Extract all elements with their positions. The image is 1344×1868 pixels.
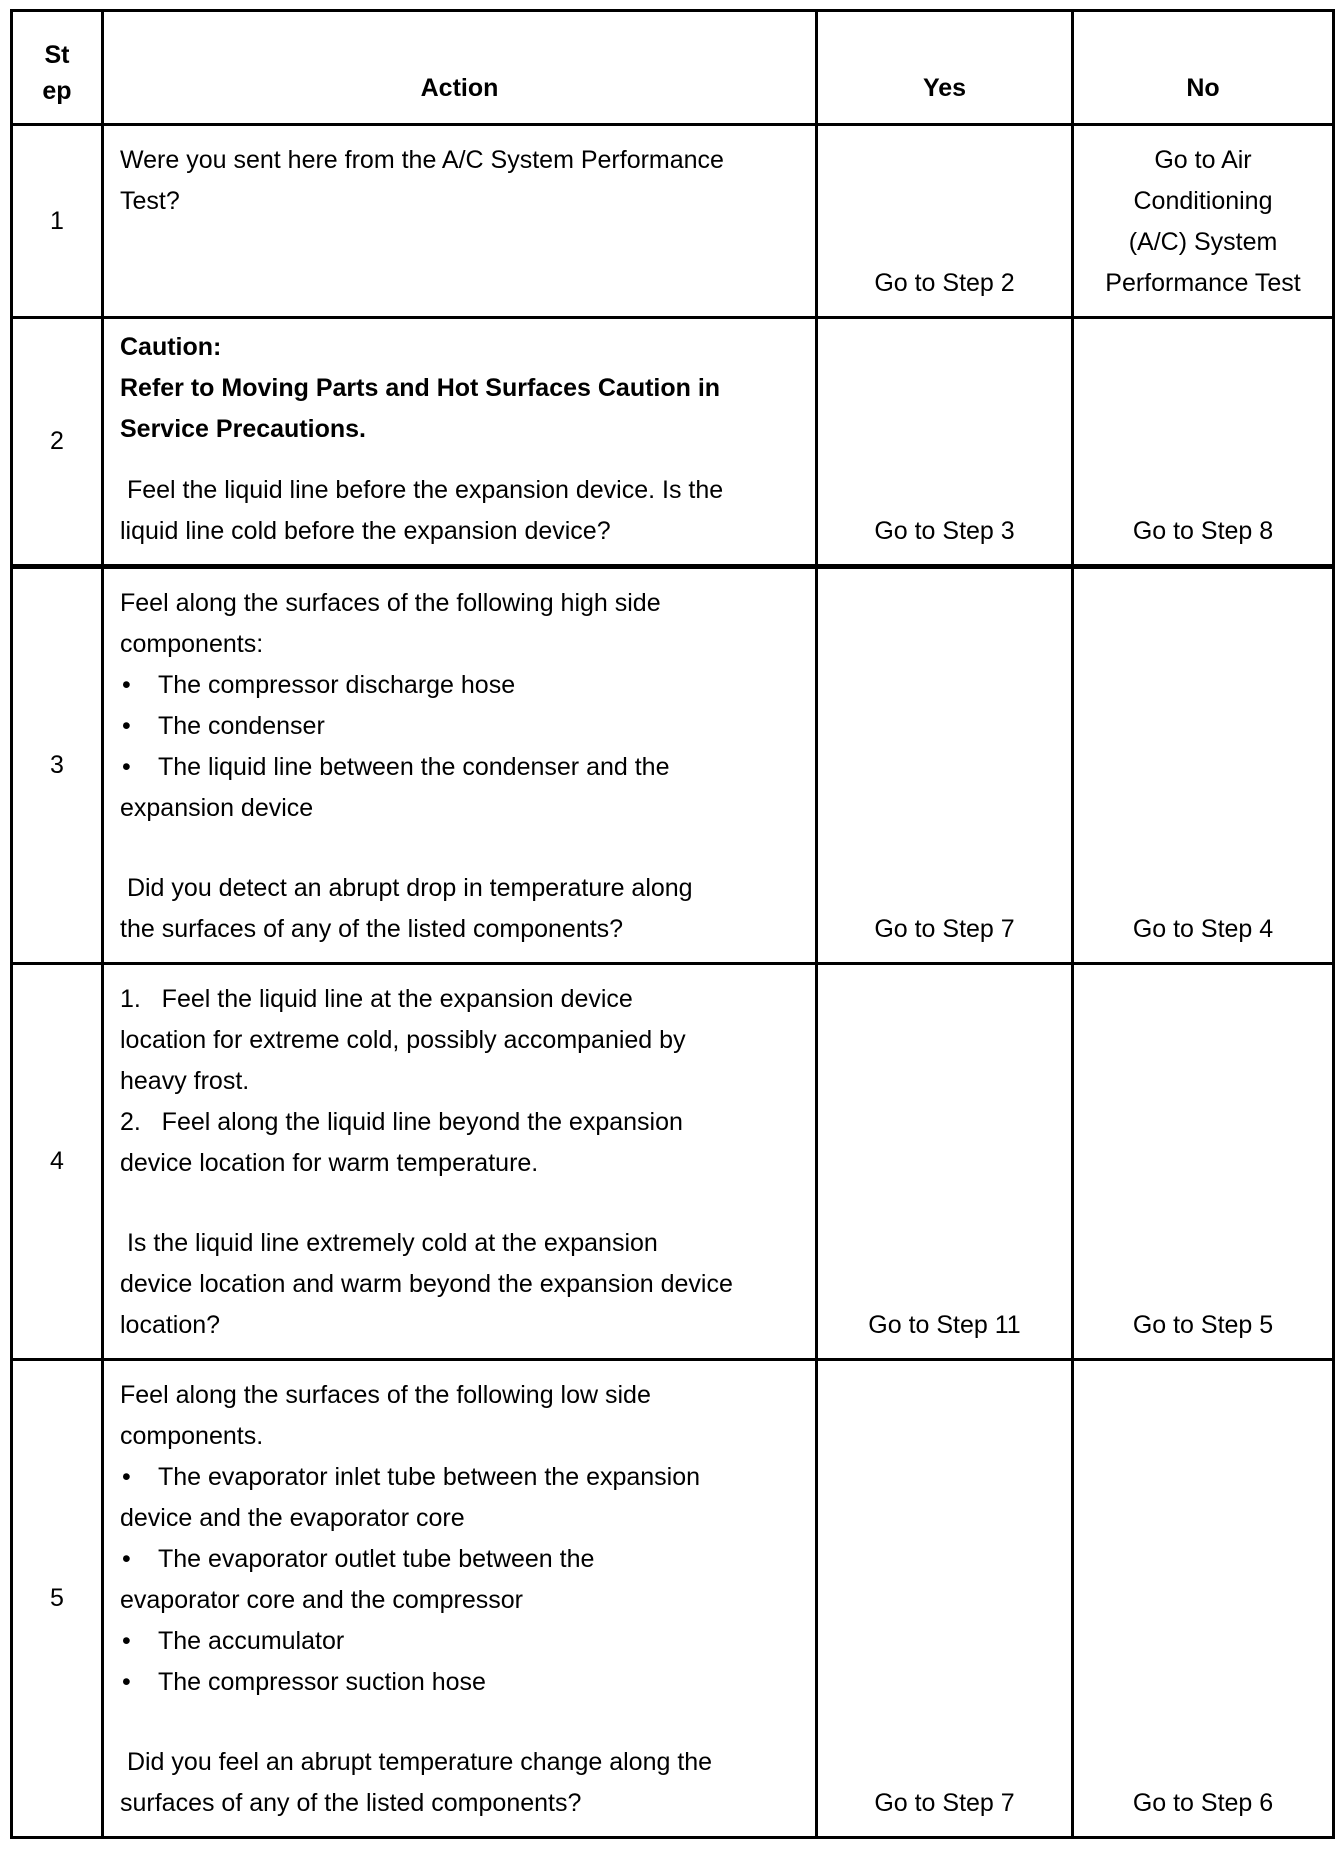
instruction-text: 2. Feel along the liquid line beyond the expansion — [120, 1108, 683, 1136]
yes-result: Go to Step 7 — [817, 567, 1073, 964]
step-number: 5 — [12, 1360, 103, 1838]
list-item: • The evaporator inlet tube between the expansion — [120, 1457, 803, 1498]
instruction-text: location for extreme cold, possibly accompanied by — [120, 1026, 686, 1054]
caution-title: Caution: — [120, 333, 222, 361]
action-text: Test? — [120, 187, 180, 215]
no-result: Go to Air Conditioning (A/C) System Performance Test — [1073, 125, 1334, 318]
action-cell — [103, 125, 817, 318]
question-text: Did you feel an abrupt temperature change along the — [120, 1748, 713, 1776]
yes-result: Go to Step 2 — [817, 125, 1073, 318]
list-item-continuation: expansion device — [120, 794, 314, 822]
header-no: No — [1073, 11, 1334, 125]
action-cell — [103, 1360, 817, 1838]
no-result: Go to Step 8 — [1073, 318, 1334, 567]
intro-text: components: — [120, 630, 264, 658]
list-item: • The condenser — [120, 706, 803, 747]
question-text: Did you detect an abrupt drop in temperature along — [120, 874, 693, 902]
caution-text: Refer to Moving Parts and Hot Surfaces Caution in — [120, 374, 721, 402]
action-cell — [103, 964, 817, 1360]
list-item: • The evaporator outlet tube between the — [120, 1539, 803, 1580]
instruction-text: device location for warm temperature. — [120, 1149, 539, 1177]
table-row-step-2 — [12, 318, 1334, 567]
caution-text: Service Precautions. — [120, 415, 366, 443]
action-cell — [103, 567, 817, 964]
header-yes: Yes — [817, 11, 1073, 125]
question-text: Is the liquid line extremely cold at the expansion — [120, 1229, 658, 1257]
question-text: the surfaces of any of the listed components? — [120, 915, 624, 943]
table-row-step-3 — [12, 567, 1334, 964]
bullet-icon: • — [122, 753, 131, 781]
yes-result: Go to Step 11 — [817, 964, 1073, 1360]
step-number: 1 — [12, 125, 103, 318]
list-item: • The compressor discharge hose — [120, 665, 803, 706]
question-text: surfaces of any of the listed components? — [120, 1789, 582, 1817]
bullet-icon: • — [122, 1545, 131, 1573]
table-row-step-5 — [12, 1360, 1334, 1838]
yes-result: Go to Step 7 — [817, 1360, 1073, 1838]
no-result: Go to Step 6 — [1073, 1360, 1334, 1838]
header-action: Action — [103, 11, 817, 125]
table-row-step-4 — [12, 964, 1334, 1360]
bullet-icon: • — [122, 1627, 131, 1655]
question-text: Feel the liquid line before the expansion device. Is the — [120, 476, 724, 504]
step-number: 2 — [12, 318, 103, 567]
step-number: 4 — [12, 964, 103, 1360]
bullet-icon: • — [122, 1668, 131, 1696]
no-result: Go to Step 5 — [1073, 964, 1334, 1360]
instruction-text: 1. Feel the liquid line at the expansion device — [120, 985, 633, 1013]
list-item-continuation: evaporator core and the compressor — [120, 1586, 523, 1614]
table-row-step-1 — [12, 125, 1334, 318]
intro-text: Feel along the surfaces of the following low side — [120, 1381, 651, 1409]
intro-text: components. — [120, 1422, 264, 1450]
action-cell — [103, 318, 817, 567]
list-item: • The liquid line between the condenser and the — [120, 747, 803, 788]
list-item: • The accumulator — [120, 1621, 803, 1662]
yes-result: Go to Step 3 — [817, 318, 1073, 567]
diagnostic-table — [10, 9, 1335, 1839]
instruction-text: heavy frost. — [120, 1067, 250, 1095]
question-text: liquid line cold before the expansion device? — [120, 517, 611, 545]
table-header-row — [12, 11, 1334, 125]
bullet-icon: • — [122, 1463, 131, 1491]
question-text: location? — [120, 1311, 221, 1339]
bullet-icon: • — [122, 671, 131, 699]
header-step: St ep — [12, 11, 103, 125]
bullet-icon: • — [122, 712, 131, 740]
step-number: 3 — [12, 567, 103, 964]
action-text: Were you sent here from the A/C System Performance — [120, 146, 724, 174]
list-item: • The compressor suction hose — [120, 1662, 803, 1703]
list-item-continuation: device and the evaporator core — [120, 1504, 465, 1532]
question-text: device location and warm beyond the expansion device — [120, 1270, 733, 1298]
no-result: Go to Step 4 — [1073, 567, 1334, 964]
intro-text: Feel along the surfaces of the following high side — [120, 589, 661, 617]
